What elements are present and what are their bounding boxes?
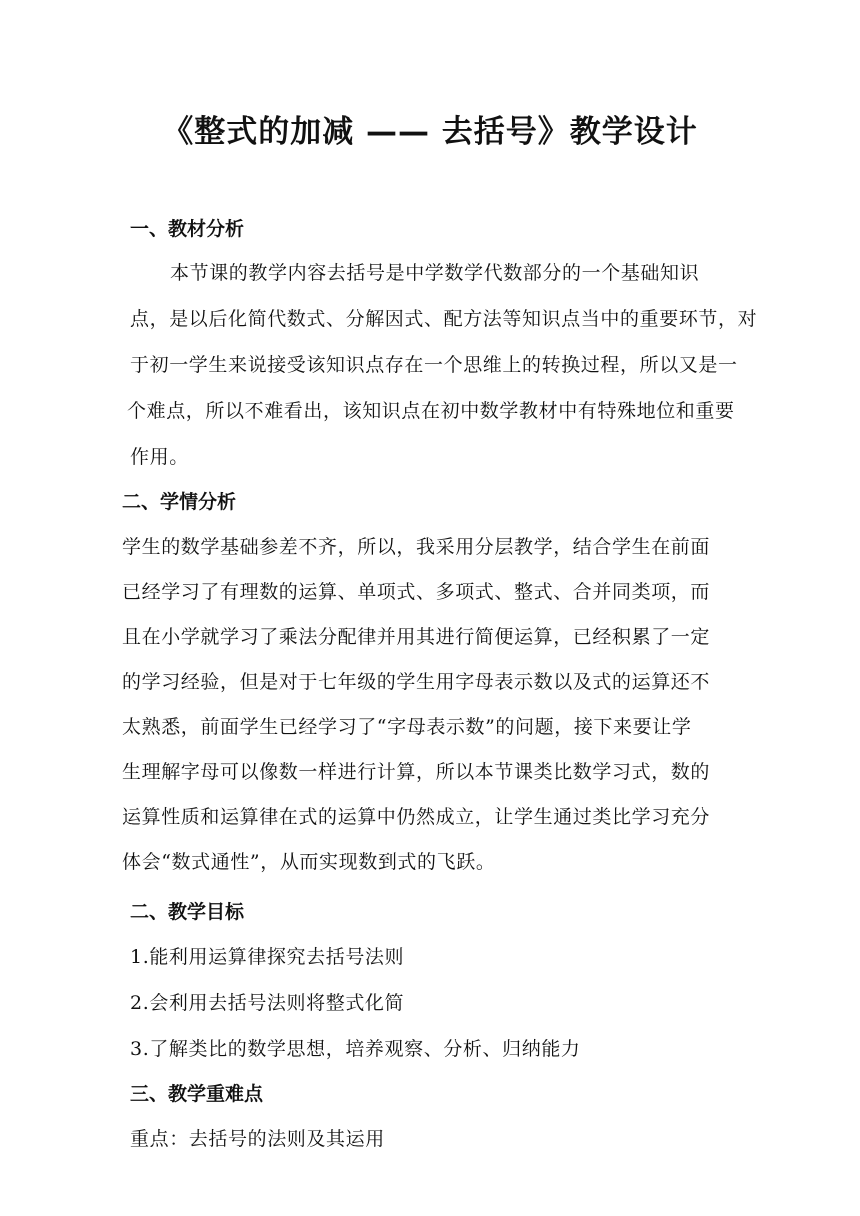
section-heading-teaching-objectives: 二、教学目标 [130,901,245,923]
objective-item: 2.会利用去括号法则将整式化简 [130,992,405,1014]
paragraph-line: 本节课的教学内容去括号是中学数学代数部分的一个基础知识 [170,262,700,284]
paragraph-line: 作用。 [130,446,189,468]
paragraph-line: 已经学习了有理数的运算、单项式、多项式、整式、合并同类项，而 [122,581,711,603]
document-title: 《整式的加减 —— 去括号》教学设计 [162,114,698,150]
paragraph-line: 且在小学就学习了乘法分配律并用其进行简便运算，已经积累了一定 [122,626,711,648]
paragraph-line: 学生的数学基础参差不齐，所以，我采用分层教学，结合学生在前面 [122,536,711,558]
paragraph-line: 于初一学生来说接受该知识点存在一个思维上的转换过程，所以又是一 [130,354,738,376]
paragraph-line: 生理解字母可以像数一样进行计算，所以本节课类比数学习式，数的 [122,761,711,783]
objective-item: 1.能利用运算律探究去括号法则 [130,946,405,968]
paragraph-line: 点，是以后化简代数式、分解因式、配方法等知识点当中的重要环节，对 [130,308,758,330]
paragraph-line: 太熟悉，前面学生已经学习了“字母表示数”的问题，接下来要让学 [122,716,692,738]
section-heading-key-difficult-points: 三、教学重难点 [130,1083,264,1105]
paragraph-line: 的学习经验，但是对于七年级的学生用字母表示数以及式的运算还不 [122,671,711,693]
paragraph-line: 运算性质和运算律在式的运算中仍然成立，让学生通过类比学习充分 [122,806,711,828]
section-heading-student-analysis: 二、学情分析 [122,491,237,513]
paragraph-line: 个难点，所以不难看出，该知识点在初中数学教材中有特殊地位和重要 [127,400,735,422]
paragraph-line: 体会“数式通性”，从而实现数到式的飞跃。 [122,851,496,873]
section-heading-textbook-analysis: 一、教材分析 [130,218,245,240]
objective-item: 3.了解类比的数学思想，培养观察、分析、归纳能力 [130,1038,581,1060]
key-point-line: 重点：去括号的法则及其运用 [130,1128,385,1150]
